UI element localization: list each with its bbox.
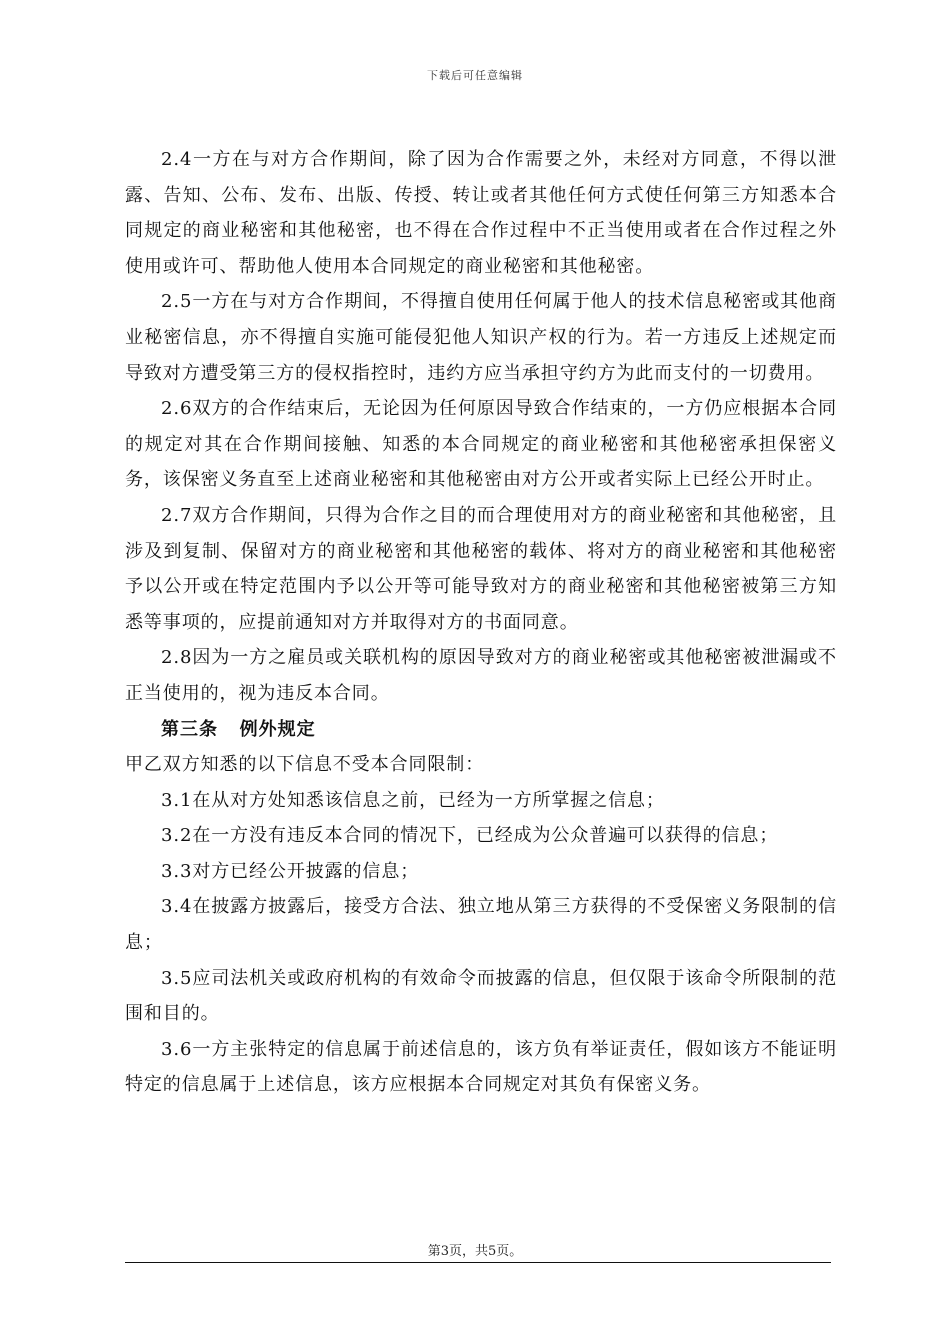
clause-3-2: 3.2在一方没有违反本合同的情况下，已经成为公众普遍可以获得的信息； (161, 825, 779, 847)
clause-3-3: 3.3对方已经公开披露的信息； (161, 860, 420, 882)
clause-3-4: 3.4在披露方披露后，接受方合法、独立地从第三方获得的不受保密义务限制的信息； (125, 896, 837, 954)
clause-3-1: 3.1在从对方处知悉该信息之前，已经为一方所掌握之信息； (161, 789, 665, 811)
page-number: 第3页，共5页。 (427, 1244, 523, 1259)
page-header: 下载后可任意编辑 (427, 69, 523, 82)
clause-2-4: 2.4一方在与对方合作期间，除了因为合作需要之外，未经对方同意，不得以泄露、告知、公布、发布、出版、传授、转让或者其他任何方式使任何第三方知悉本合同规定的商业秘密和其他秘密，也不得在合作过程中不正当使用或者在合作过程之外使用或许可、帮助他人使用本合同规定的商业秘密和其他秘密。 (125, 149, 837, 277)
document-body (125, 142, 837, 1103)
clause-3-6: 3.6一方主张特定的信息属于前述信息的，该方负有举证责任，假如该方不能证明特定的信息属于上述信息，该方应根据本合同规定对其负有保密义务。 (125, 1038, 837, 1096)
section-title: 例外规定 (239, 718, 316, 740)
clause-2-8: 2.8因为一方之雇员或关联机构的原因导致对方的商业秘密或其他秘密被泄漏或不正当使用的，视为违反本合同。 (125, 647, 837, 704)
section-heading (125, 712, 837, 748)
clause-2-6: 2.6双方的合作结束后，无论因为任何原因导致合作结束的，一方仍应根据本合同的规定对其在合作期间接触、知悉的本合同规定的商业秘密和其他秘密承担保密义务，该保密义务直至上述商业秘密和其他秘密由对方公开或者实际上已经公开时止。 (125, 398, 837, 491)
section-intro: 甲乙双方知悉的以下信息不受本合同限制： (125, 754, 485, 776)
clause-2-7: 2.7双方合作期间，只得为合作之目的而合理使用对方的商业秘密和其他秘密，且涉及到复制、保留对方的商业秘密和其他秘密的载体、将对方的商业秘密和其他秘密予以公开或在特定范围内予以公开等可能导致对方的商业秘密和其他秘密被第三方知悉等事项的，应提前通知对方并取得对方的书面同意。 (125, 504, 837, 633)
clause-3-5: 3.5应司法机关或政府机构的有效命令而披露的信息，但仅限于该命令所限制的范围和目的。 (125, 967, 837, 1025)
section-number: 第三条 (161, 718, 218, 740)
footer-divider (125, 1262, 831, 1263)
clause-2-5: 2.5一方在与对方合作期间，不得擅自使用任何属于他人的技术信息秘密或其他商业秘密信息，亦不得擅自实施可能侵犯他人知识产权的行为。若一方违反上述规定而导致对方遭受第三方的侵权指控时，违约方应当承担守约方为此而支付的一切费用。 (125, 291, 837, 384)
